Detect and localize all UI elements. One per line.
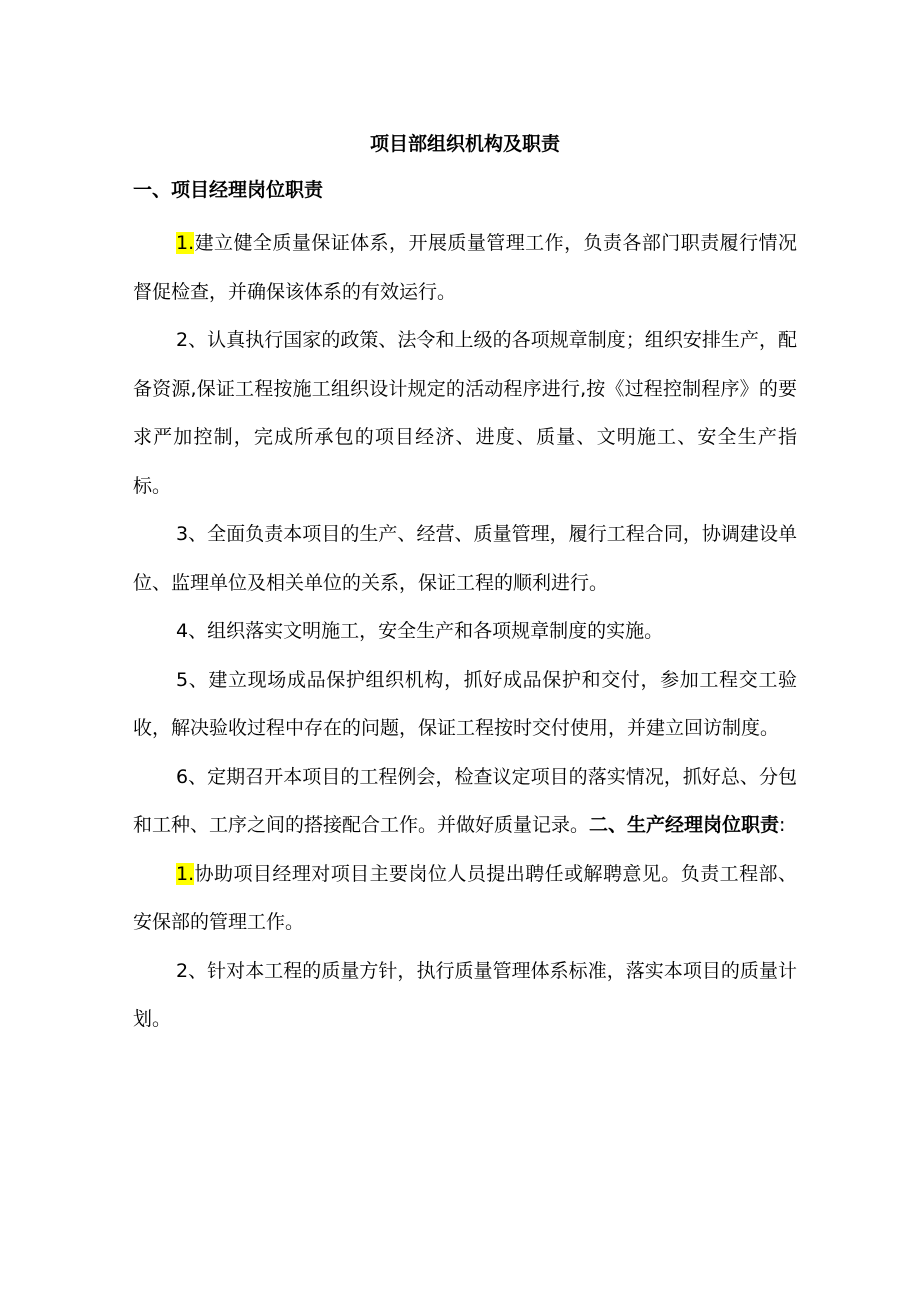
- section-heading-project-manager: 一、项目经理岗位职责: [133, 179, 324, 201]
- list-item: [133, 219, 797, 316]
- list-item: [133, 510, 797, 607]
- item-number: 4、: [176, 620, 208, 642]
- list-item: [133, 316, 797, 510]
- item-number: 2、: [176, 329, 208, 351]
- section-heading-production-manager: 二、生产经理岗位职责: [589, 814, 780, 836]
- highlighted-number: 1.: [176, 232, 195, 254]
- item-number: 5、: [176, 668, 209, 691]
- highlighted-number: 1.: [176, 862, 195, 885]
- item-text: 建立现场成品保护组织机构，抓好成品保护和交付，参加工程交工验收，解决验收过程中存在的问题，保证工程按时交付使用，并建立回访制度。: [133, 668, 797, 739]
- item-text: 建立健全质量保证体系，开展质量管理工作，负责各部门职责履行情况督促检查，并确保该体系的有效运行。: [133, 232, 797, 303]
- item-number: 6、: [176, 765, 208, 788]
- item-number: 2、: [176, 959, 208, 982]
- list-item: [133, 753, 797, 850]
- item-number: 3、: [176, 523, 208, 545]
- item-text: 全面负责本项目的生产、经营、质量管理，履行工程合同，协调建设单位、监理单位及相关单位的关系，保证工程的顺利进行。: [133, 523, 797, 594]
- list-item: [133, 947, 797, 1044]
- document-page: [133, 128, 797, 1044]
- item-text: 针对本工程的质量方针，执行质量管理体系标准，落实本项目的质量计划。: [133, 959, 797, 1030]
- item-text: 协助项目经理对项目主要岗位人员提出聘任或解聘意见。负责工程部、安保部的管理工作。: [133, 862, 797, 933]
- item-text: 组织落实文明施工，安全生产和各项规章制度的实施。: [207, 620, 664, 642]
- list-item: [133, 656, 797, 753]
- document-title: 项目部组织机构及职责: [369, 133, 560, 155]
- item-text: 定期召开本项目的工程例会，检查议定项目的落实情况，抓好总、分包和工种、工序之间的搭接配合工作。并做好质量记录。: [133, 765, 797, 836]
- list-item: [133, 850, 797, 947]
- list-item: [133, 607, 797, 656]
- heading-colon: :: [779, 814, 786, 836]
- item-text: 认真执行国家的政策、法令和上级的各项规章制度；组织安排生产，配备资源,保证工程按施工组织设计规定的活动程序进行,按《过程控制程序》的要求严加控制，完成所承包的项目经济、进度、质量、文明施工、安全生产指标。: [133, 329, 797, 497]
